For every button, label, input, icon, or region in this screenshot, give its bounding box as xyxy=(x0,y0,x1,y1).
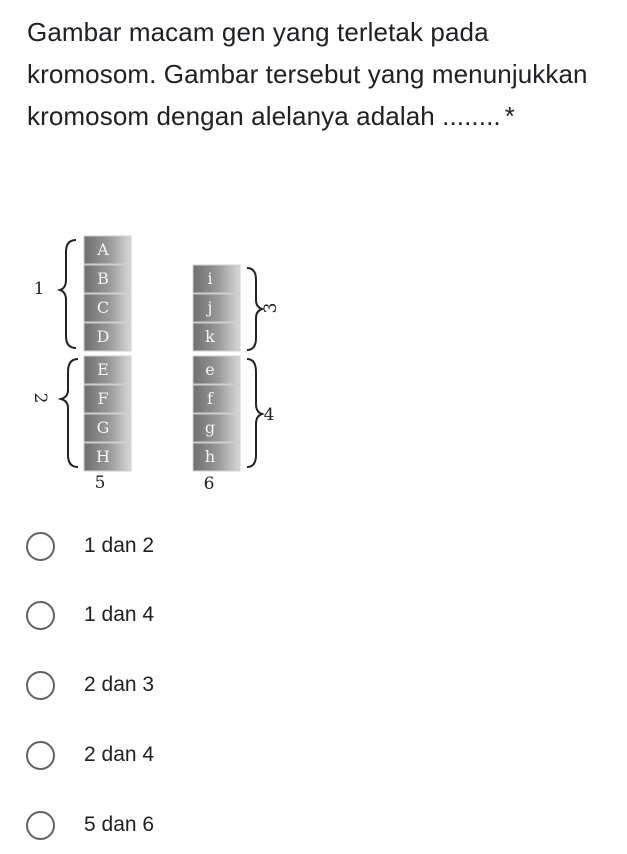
brace-group-4 xyxy=(247,359,262,467)
question-text: Gambar macam gen yang terletak pada kromosom. Gambar tersebut yang menunjukkan kromosom dengan alelanya adalah ........ xyxy=(27,17,588,131)
gene-label-A: A xyxy=(97,240,109,259)
brace-3-shape xyxy=(247,268,262,350)
gene-label-g: g xyxy=(204,418,216,437)
brace-group-2 xyxy=(61,359,78,467)
chromosome-6 xyxy=(193,265,240,494)
chromosome-6-number: 6 xyxy=(203,474,215,494)
gene-label-C: C xyxy=(96,298,110,317)
radio-circle-icon[interactable] xyxy=(26,601,55,630)
group-label-2: 2 xyxy=(30,392,50,404)
gene-cell-e xyxy=(193,356,240,384)
gene-label-h: h xyxy=(204,447,216,466)
brace-1-shape xyxy=(60,240,76,348)
gene-cell-i xyxy=(193,265,240,293)
gene-cell-h xyxy=(193,443,240,471)
gene-cell-f xyxy=(193,385,240,413)
gene-label-B: B xyxy=(97,269,109,288)
gene-label-k: k xyxy=(205,327,215,346)
option-4[interactable] xyxy=(26,737,154,773)
group-label-4: 4 xyxy=(263,405,275,425)
chromosome-5-number: 5 xyxy=(94,473,106,493)
chromosome-5 xyxy=(84,236,131,493)
required-asterisk: * xyxy=(504,101,515,131)
option-3[interactable] xyxy=(26,667,154,703)
gene-label-H: H xyxy=(96,447,110,466)
group-label-3: 3 xyxy=(261,302,281,314)
gene-label-E: E xyxy=(97,360,109,379)
option-1[interactable] xyxy=(26,528,154,564)
option-label: 2 dan 3 xyxy=(84,673,155,696)
option-label: 1 dan 2 xyxy=(84,534,155,557)
gene-label-e: e xyxy=(205,360,215,379)
group-label-1: 1 xyxy=(33,279,45,299)
brace-group-3 xyxy=(247,268,262,350)
radio-circle-icon[interactable] xyxy=(26,741,55,770)
gene-label-F: F xyxy=(97,389,109,408)
gene-cell-k xyxy=(193,323,240,351)
radio-circle-icon[interactable] xyxy=(26,671,55,700)
gene-label-i: i xyxy=(207,269,213,288)
brace-2-shape xyxy=(61,359,78,467)
gene-cell-g xyxy=(193,414,240,442)
option-5[interactable] xyxy=(26,807,154,843)
option-label: 1 dan 4 xyxy=(84,603,155,626)
option-label: 2 dan 4 xyxy=(84,743,155,766)
option-label: 5 dan 6 xyxy=(84,813,155,836)
brace-4-shape xyxy=(247,359,262,467)
gene-label-j: j xyxy=(207,298,213,317)
gene-cell-j xyxy=(193,294,240,322)
gene-label-G: G xyxy=(96,418,110,437)
brace-group-1 xyxy=(60,240,76,348)
gene-label-D: D xyxy=(96,327,110,346)
gene-label-f: f xyxy=(207,389,213,408)
radio-circle-icon[interactable] xyxy=(26,811,55,840)
radio-circle-icon[interactable] xyxy=(26,532,55,561)
option-2[interactable] xyxy=(26,597,154,633)
